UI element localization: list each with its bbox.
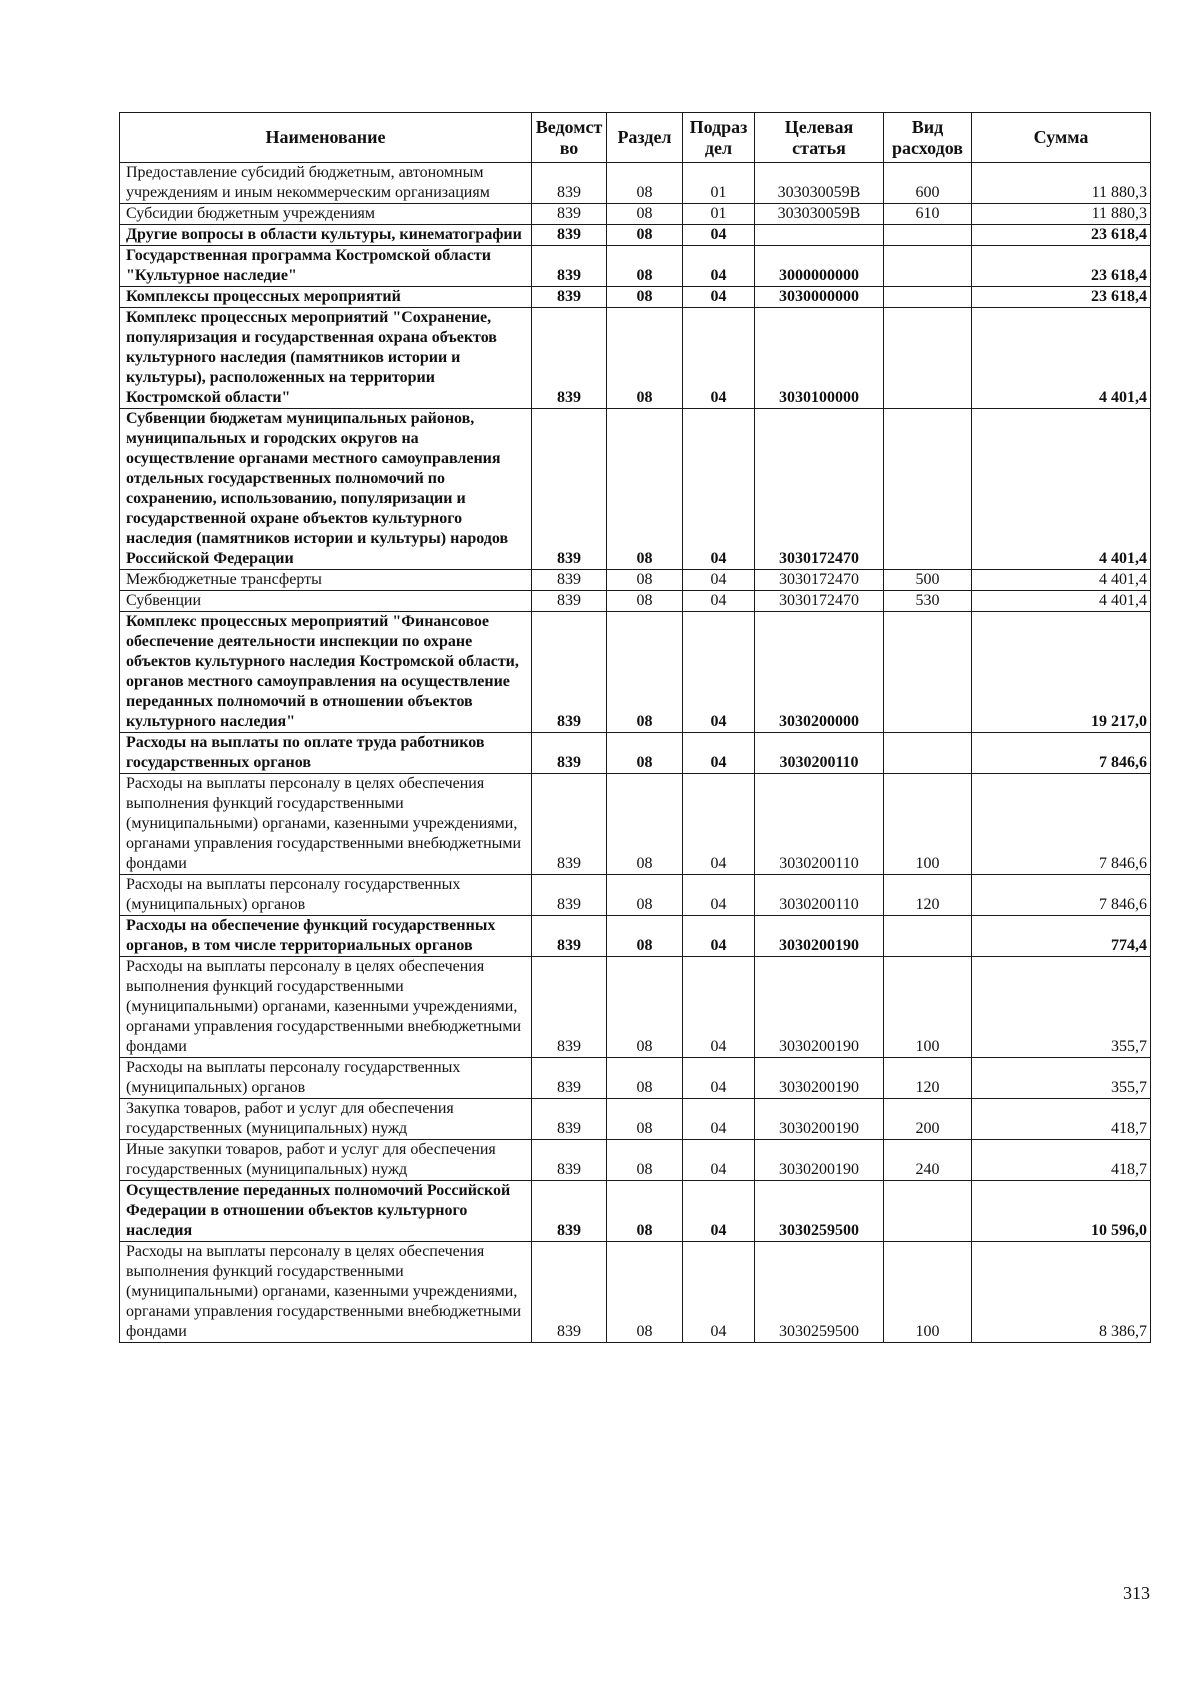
row-target: 3030200110 bbox=[755, 774, 884, 875]
row-name: Субвенции bbox=[120, 591, 532, 612]
page-number: 313 bbox=[1123, 1583, 1150, 1603]
row-subsection: 04 bbox=[683, 612, 755, 733]
row-amount: 418,7 bbox=[972, 1140, 1151, 1181]
row-subsection: 04 bbox=[683, 1140, 755, 1181]
row-subsection: 04 bbox=[683, 875, 755, 916]
row-dept: 839 bbox=[532, 612, 607, 733]
row-section: 08 bbox=[607, 1099, 683, 1140]
row-amount: 7 846,6 bbox=[972, 733, 1151, 774]
row-section: 08 bbox=[607, 225, 683, 246]
row-subsection: 04 bbox=[683, 774, 755, 875]
table-row bbox=[120, 591, 1151, 612]
row-name: Комплекс процессных мероприятий "Финансовое обеспечение деятельности инспекции по охране объектов культурного наследия Костромской области, органов местного самоуправления на осуществление переданных полномочий в отношении объектов культурного наследия" bbox=[120, 612, 532, 733]
row-section: 08 bbox=[607, 204, 683, 225]
row-target: 3030200190 bbox=[755, 1058, 884, 1099]
row-target: 3030200190 bbox=[755, 957, 884, 1058]
row-dept: 839 bbox=[532, 591, 607, 612]
row-name: Субсидии бюджетным учреждениям bbox=[120, 204, 532, 225]
row-expense-type bbox=[884, 308, 972, 409]
row-name: Закупка товаров, работ и услуг для обеспечения государственных (муниципальных) нужд bbox=[120, 1099, 532, 1140]
row-dept: 839 bbox=[532, 1181, 607, 1242]
row-target: 3030200190 bbox=[755, 1099, 884, 1140]
row-name: Другие вопросы в области культуры, кинематографии bbox=[120, 225, 532, 246]
row-section: 08 bbox=[607, 409, 683, 570]
row-subsection: 04 bbox=[683, 1242, 755, 1343]
row-dept: 839 bbox=[532, 246, 607, 287]
row-subsection: 04 bbox=[683, 733, 755, 774]
row-subsection: 04 bbox=[683, 591, 755, 612]
row-amount: 418,7 bbox=[972, 1099, 1151, 1140]
row-amount: 774,4 bbox=[972, 916, 1151, 957]
table-row bbox=[120, 225, 1151, 246]
row-dept: 839 bbox=[532, 409, 607, 570]
row-section: 08 bbox=[607, 246, 683, 287]
row-name: Расходы на выплаты персоналу в целях обеспечения выполнения функций государственными (муниципальными) органами, казенными учреждениями, органами управления государственными внебюджетными фондами bbox=[120, 957, 532, 1058]
budget-table bbox=[119, 112, 1151, 1343]
header-subsection: Подраз дел bbox=[683, 113, 755, 163]
row-name: Осуществление переданных полномочий Российской Федерации в отношении объектов культурного наследия bbox=[120, 1181, 532, 1242]
row-target: 3030200190 bbox=[755, 1140, 884, 1181]
row-expense-type: 500 bbox=[884, 570, 972, 591]
table-row bbox=[120, 1058, 1151, 1099]
row-subsection: 01 bbox=[683, 163, 755, 204]
row-dept: 839 bbox=[532, 204, 607, 225]
row-name: Иные закупки товаров, работ и услуг для обеспечения государственных (муниципальных) нужд bbox=[120, 1140, 532, 1181]
row-amount: 4 401,4 bbox=[972, 308, 1151, 409]
header-target: Целевая статья bbox=[755, 113, 884, 163]
row-section: 08 bbox=[607, 163, 683, 204]
row-expense-type: 610 bbox=[884, 204, 972, 225]
row-subsection: 04 bbox=[683, 1181, 755, 1242]
row-amount: 4 401,4 bbox=[972, 409, 1151, 570]
row-expense-type bbox=[884, 225, 972, 246]
table-row bbox=[120, 287, 1151, 308]
row-name: Комплексы процессных мероприятий bbox=[120, 287, 532, 308]
row-subsection: 04 bbox=[683, 287, 755, 308]
row-section: 08 bbox=[607, 1058, 683, 1099]
row-dept: 839 bbox=[532, 957, 607, 1058]
row-section: 08 bbox=[607, 570, 683, 591]
row-expense-type bbox=[884, 612, 972, 733]
row-expense-type: 200 bbox=[884, 1099, 972, 1140]
row-expense-type bbox=[884, 246, 972, 287]
row-target: 3030200110 bbox=[755, 733, 884, 774]
table-row bbox=[120, 875, 1151, 916]
row-dept: 839 bbox=[532, 1099, 607, 1140]
row-expense-type: 100 bbox=[884, 957, 972, 1058]
row-amount: 7 846,6 bbox=[972, 875, 1151, 916]
row-amount: 355,7 bbox=[972, 957, 1151, 1058]
row-amount: 23 618,4 bbox=[972, 225, 1151, 246]
row-name: Межбюджетные трансферты bbox=[120, 570, 532, 591]
table-row bbox=[120, 612, 1151, 733]
row-dept: 839 bbox=[532, 225, 607, 246]
row-amount: 19 217,0 bbox=[972, 612, 1151, 733]
row-target: 303030059В bbox=[755, 163, 884, 204]
row-section: 08 bbox=[607, 308, 683, 409]
row-amount: 7 846,6 bbox=[972, 774, 1151, 875]
row-subsection: 04 bbox=[683, 225, 755, 246]
row-expense-type bbox=[884, 1181, 972, 1242]
row-expense-type: 100 bbox=[884, 1242, 972, 1343]
row-dept: 839 bbox=[532, 287, 607, 308]
row-target: 3030200110 bbox=[755, 875, 884, 916]
table-row bbox=[120, 774, 1151, 875]
row-dept: 839 bbox=[532, 774, 607, 875]
row-expense-type: 530 bbox=[884, 591, 972, 612]
row-amount: 11 880,3 bbox=[972, 163, 1151, 204]
row-target: 3030172470 bbox=[755, 409, 884, 570]
row-name: Расходы на выплаты персоналу государственных (муниципальных) органов bbox=[120, 875, 532, 916]
row-amount: 23 618,4 bbox=[972, 287, 1151, 308]
header-section: Раздел bbox=[607, 113, 683, 163]
table-row bbox=[120, 1099, 1151, 1140]
row-dept: 839 bbox=[532, 570, 607, 591]
row-name: Расходы на выплаты по оплате труда работников государственных органов bbox=[120, 733, 532, 774]
row-target: 3030200190 bbox=[755, 916, 884, 957]
table-row bbox=[120, 1242, 1151, 1343]
row-name: Государственная программа Костромской области "Культурное наследие" bbox=[120, 246, 532, 287]
row-subsection: 04 bbox=[683, 916, 755, 957]
row-section: 08 bbox=[607, 774, 683, 875]
row-section: 08 bbox=[607, 916, 683, 957]
row-dept: 839 bbox=[532, 916, 607, 957]
row-section: 08 bbox=[607, 287, 683, 308]
row-name: Предоставление субсидий бюджетным, автономным учреждениям и иным некоммерческим организациям bbox=[120, 163, 532, 204]
row-subsection: 04 bbox=[683, 246, 755, 287]
row-expense-type bbox=[884, 409, 972, 570]
row-target bbox=[755, 225, 884, 246]
row-target: 3000000000 bbox=[755, 246, 884, 287]
row-section: 08 bbox=[607, 1181, 683, 1242]
row-name: Субвенции бюджетам муниципальных районов, муниципальных и городских округов на осуществление органами местного самоуправления отдельных государственных полномочий по сохранению, использованию, популяризации и государственной охране объектов культурного наследия (памятников истории и культуры) народов Российской Федерации bbox=[120, 409, 532, 570]
row-section: 08 bbox=[607, 591, 683, 612]
row-amount: 355,7 bbox=[972, 1058, 1151, 1099]
row-target: 3030200000 bbox=[755, 612, 884, 733]
row-expense-type bbox=[884, 733, 972, 774]
row-amount: 23 618,4 bbox=[972, 246, 1151, 287]
row-name: Комплекс процессных мероприятий "Сохранение, популяризация и государственная охрана объектов культурного наследия (памятников истории и культуры), расположенных на территории Костромской области" bbox=[120, 308, 532, 409]
table-row bbox=[120, 409, 1151, 570]
table-row bbox=[120, 1181, 1151, 1242]
header-expense-type: Вид расходов bbox=[884, 113, 972, 163]
table-row bbox=[120, 570, 1151, 591]
row-section: 08 bbox=[607, 1242, 683, 1343]
row-amount: 4 401,4 bbox=[972, 570, 1151, 591]
row-subsection: 04 bbox=[683, 308, 755, 409]
row-section: 08 bbox=[607, 733, 683, 774]
row-name: Расходы на выплаты персоналу в целях обеспечения выполнения функций государственными (муниципальными) органами, казенными учреждениями, органами управления государственными внебюджетными фондами bbox=[120, 774, 532, 875]
row-dept: 839 bbox=[532, 163, 607, 204]
row-dept: 839 bbox=[532, 1058, 607, 1099]
row-subsection: 01 bbox=[683, 204, 755, 225]
row-amount: 8 386,7 bbox=[972, 1242, 1151, 1343]
row-expense-type: 240 bbox=[884, 1140, 972, 1181]
row-dept: 839 bbox=[532, 1242, 607, 1343]
table-row bbox=[120, 957, 1151, 1058]
table-header-row bbox=[120, 113, 1151, 163]
table-body bbox=[120, 163, 1151, 1343]
table-row bbox=[120, 916, 1151, 957]
header-amount: Сумма bbox=[972, 113, 1151, 163]
row-dept: 839 bbox=[532, 308, 607, 409]
row-target: 303030059В bbox=[755, 204, 884, 225]
row-section: 08 bbox=[607, 1140, 683, 1181]
row-target: 3030000000 bbox=[755, 287, 884, 308]
row-name: Расходы на обеспечение функций государственных органов, в том числе территориальных органов bbox=[120, 916, 532, 957]
table-row bbox=[120, 1140, 1151, 1181]
table-row bbox=[120, 204, 1151, 225]
row-dept: 839 bbox=[532, 1140, 607, 1181]
row-amount: 4 401,4 bbox=[972, 591, 1151, 612]
row-subsection: 04 bbox=[683, 570, 755, 591]
header-dept: Ведомст во bbox=[532, 113, 607, 163]
row-section: 08 bbox=[607, 957, 683, 1058]
row-amount: 10 596,0 bbox=[972, 1181, 1151, 1242]
row-subsection: 04 bbox=[683, 1058, 755, 1099]
row-subsection: 04 bbox=[683, 957, 755, 1058]
row-target: 3030259500 bbox=[755, 1242, 884, 1343]
row-subsection: 04 bbox=[683, 1099, 755, 1140]
row-expense-type: 120 bbox=[884, 875, 972, 916]
row-target: 3030172470 bbox=[755, 570, 884, 591]
row-amount: 11 880,3 bbox=[972, 204, 1151, 225]
row-name: Расходы на выплаты персоналу государственных (муниципальных) органов bbox=[120, 1058, 532, 1099]
row-expense-type bbox=[884, 287, 972, 308]
row-expense-type: 120 bbox=[884, 1058, 972, 1099]
row-name: Расходы на выплаты персоналу в целях обеспечения выполнения функций государственными (муниципальными) органами, казенными учреждениями, органами управления государственными внебюджетными фондами bbox=[120, 1242, 532, 1343]
header-name: Наименование bbox=[120, 113, 532, 163]
row-expense-type: 100 bbox=[884, 774, 972, 875]
row-expense-type: 600 bbox=[884, 163, 972, 204]
table-row bbox=[120, 308, 1151, 409]
row-dept: 839 bbox=[532, 875, 607, 916]
row-section: 08 bbox=[607, 612, 683, 733]
row-target: 3030259500 bbox=[755, 1181, 884, 1242]
row-target: 3030172470 bbox=[755, 591, 884, 612]
row-subsection: 04 bbox=[683, 409, 755, 570]
row-dept: 839 bbox=[532, 733, 607, 774]
table-row bbox=[120, 163, 1151, 204]
row-expense-type bbox=[884, 916, 972, 957]
row-target: 3030100000 bbox=[755, 308, 884, 409]
table-row bbox=[120, 733, 1151, 774]
row-section: 08 bbox=[607, 875, 683, 916]
table-row bbox=[120, 246, 1151, 287]
